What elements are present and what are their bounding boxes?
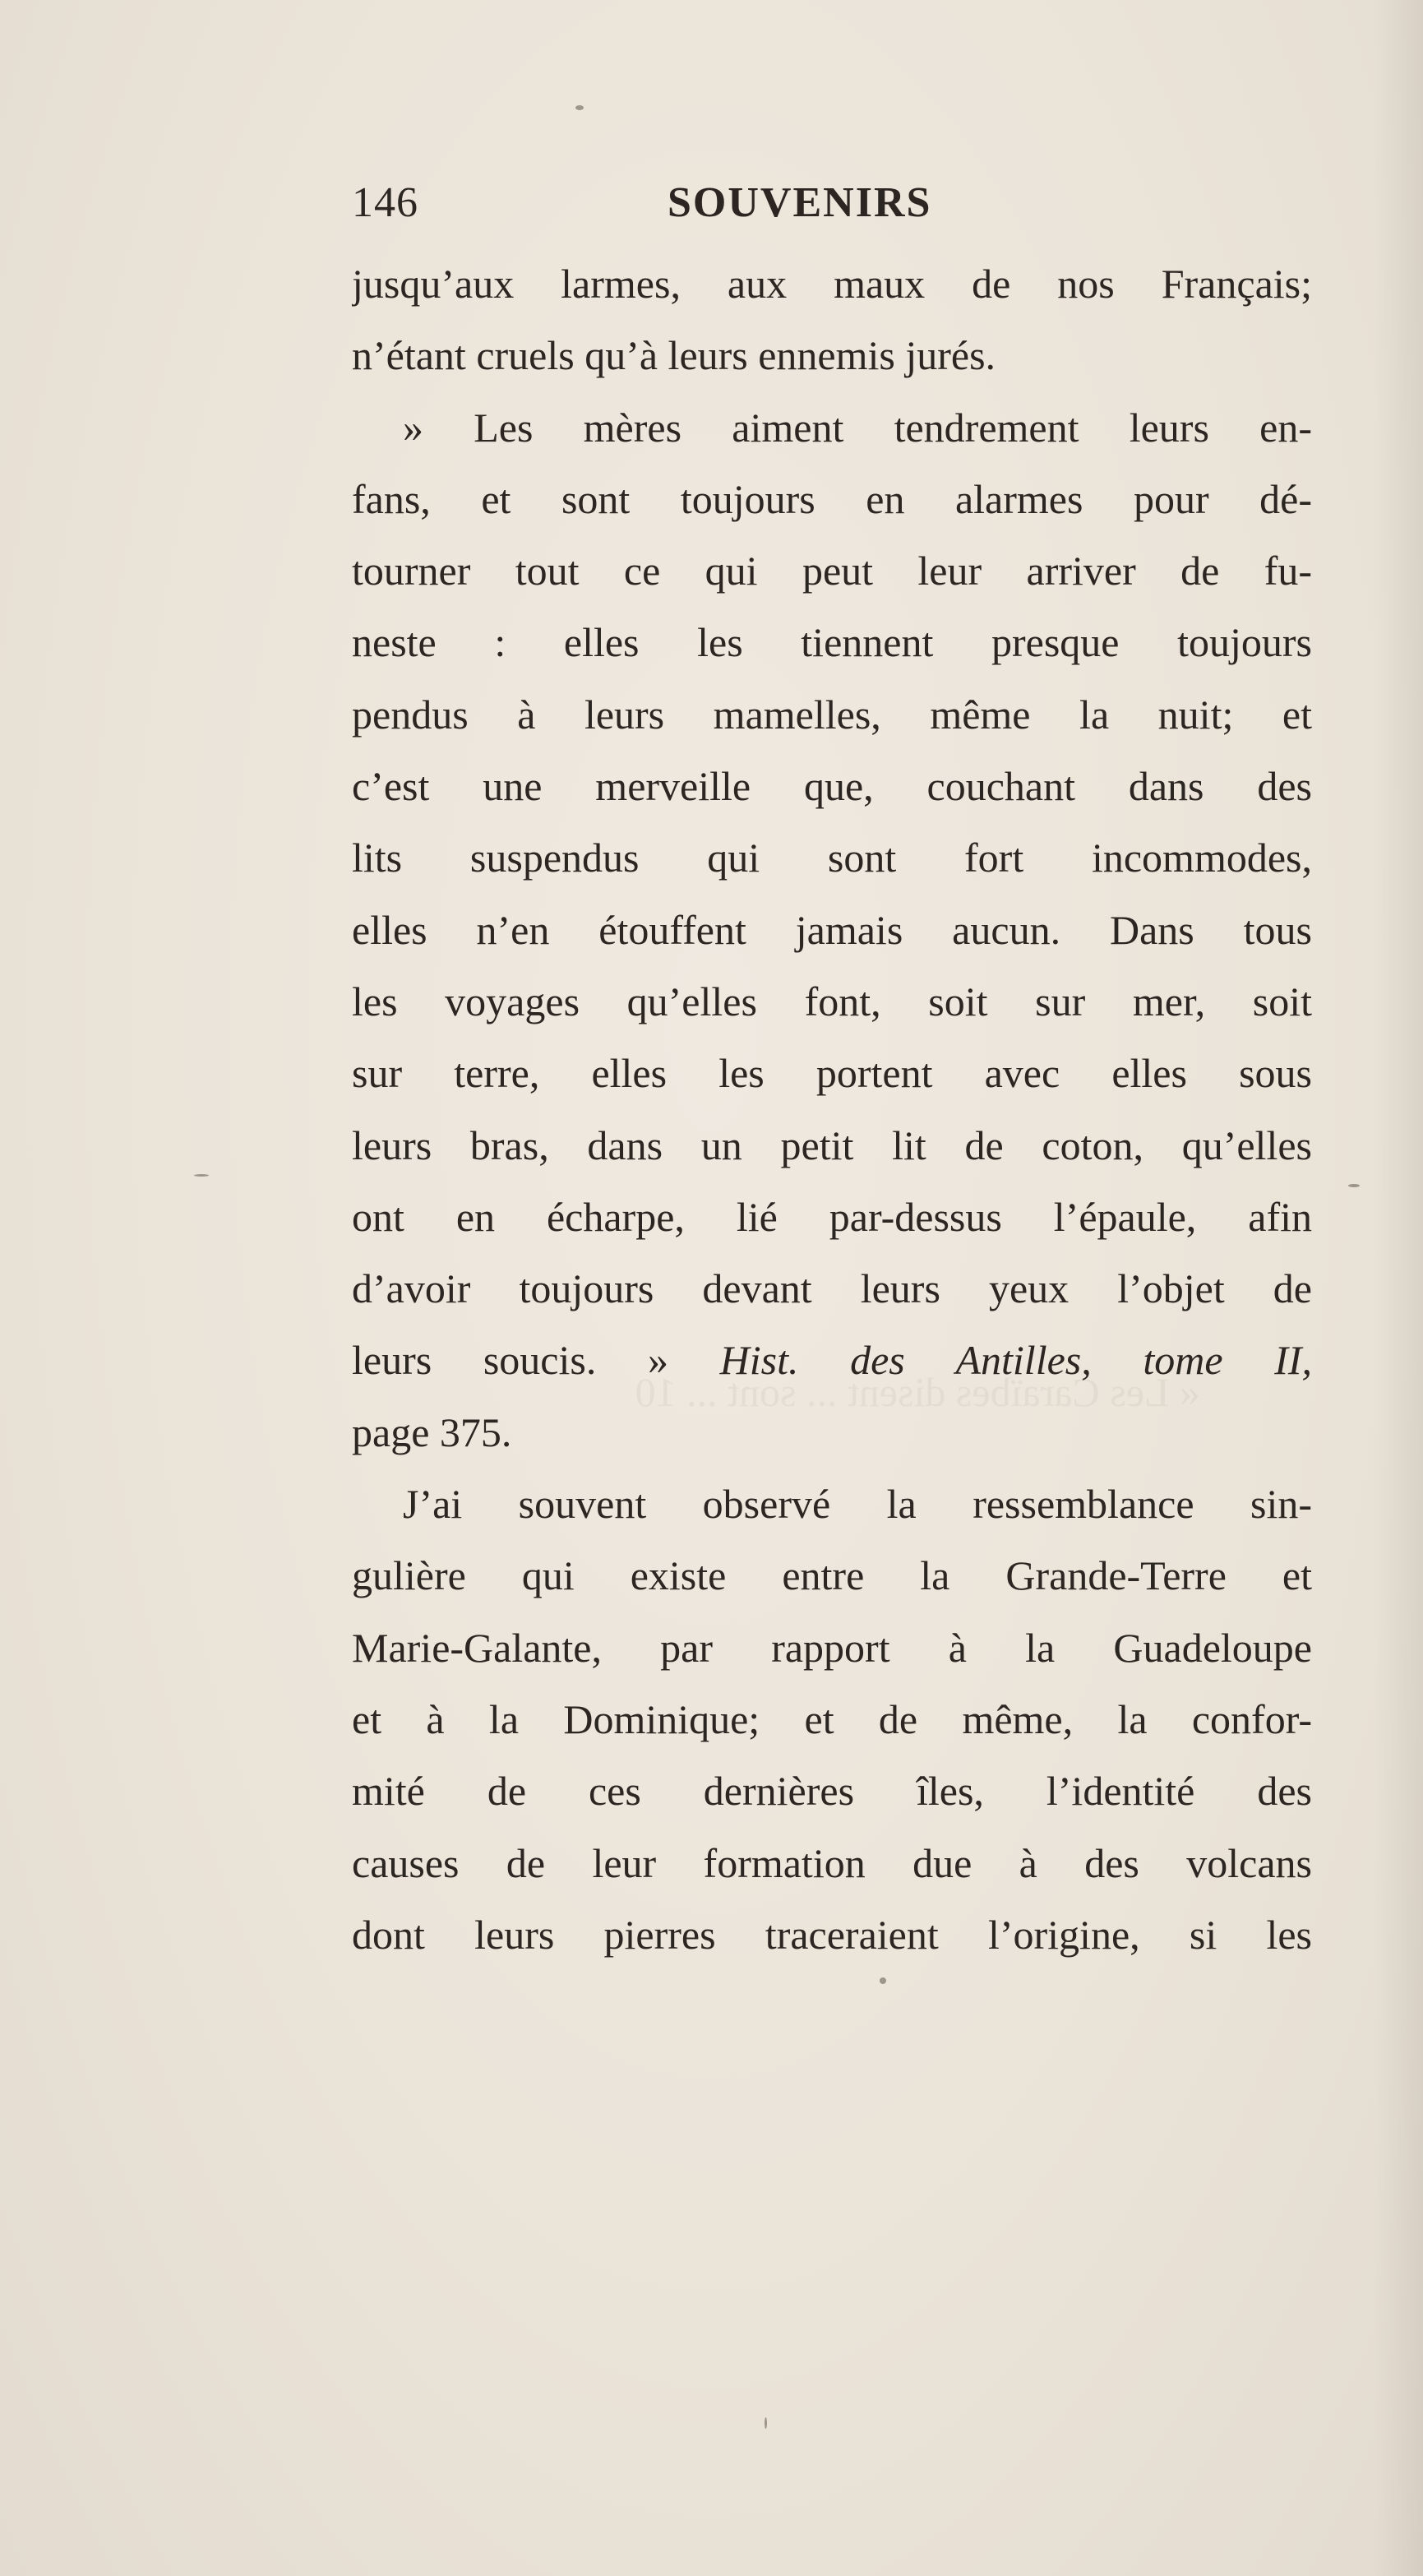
paper-speck bbox=[575, 105, 584, 110]
paper-speck bbox=[1348, 1184, 1360, 1187]
text-line: d’avoir toujours devant leurs yeux l’objet de bbox=[352, 1265, 1312, 1312]
text-line: lits suspendus qui sont fort incommodes, bbox=[352, 835, 1312, 881]
text-line: gulière qui existe entre la Grande-Terre et bbox=[352, 1552, 1312, 1599]
citation-prefix: leurs soucis. » bbox=[352, 1337, 720, 1384]
text-line: causes de leur formation due à des volcans bbox=[352, 1839, 1312, 1886]
text-line: leurs bras, dans un petit lit de coton, qu’elles bbox=[352, 1122, 1312, 1168]
citation-line bbox=[352, 1325, 1312, 1396]
text-line: jusqu’aux larmes, aux maux de nos Français; bbox=[352, 261, 1312, 307]
text-line: mité de ces dernières îles, l’identité des bbox=[352, 1768, 1312, 1815]
text-line: page 375. bbox=[352, 1408, 512, 1455]
text-line: c’est une merveille que, couchant dans des bbox=[352, 763, 1312, 810]
paper-speck bbox=[194, 1174, 209, 1177]
text-line: fans, et sont toujours en alarmes pour dé- bbox=[352, 475, 1312, 522]
text-line: ont en écharpe, lié par-dessus l’épaule, afin bbox=[352, 1193, 1312, 1240]
text-line: les voyages qu’elles font, soit sur mer, soit bbox=[352, 978, 1312, 1024]
text-line: Marie-Galante, par rapport à la Guadeloupe bbox=[352, 1624, 1312, 1671]
running-header bbox=[352, 174, 1305, 232]
paper-speck bbox=[880, 1977, 886, 1984]
text-line: n’étant cruels qu’à leurs ennemis jurés. bbox=[352, 332, 996, 379]
page-number: 146 bbox=[352, 179, 418, 226]
text-line: pendus à leurs mamelles, même la nuit; et bbox=[352, 691, 1312, 738]
text-line: » Les mères aiment tendrement leurs en- bbox=[403, 404, 1312, 451]
bleed-through-text: « Les Caraïbes disent ... sont ... 10 bbox=[635, 1369, 1200, 1415]
text-line: tourner tout ce qui peut leur arriver de fu- bbox=[352, 548, 1312, 594]
body-text bbox=[352, 248, 1312, 1971]
text-line: J’ai souvent observé la ressemblance sin- bbox=[403, 1481, 1312, 1528]
citation-title: Hist. des Antilles, tome II, bbox=[719, 1337, 1312, 1384]
text-line: et à la Dominique; et de même, la confor- bbox=[352, 1695, 1312, 1742]
paper-speck bbox=[765, 2417, 767, 2429]
text-line: neste : elles les tiennent presque toujours bbox=[352, 619, 1312, 666]
page-shadow bbox=[1374, 0, 1423, 2576]
text-line: dont leurs pierres traceraient l’origine, si les bbox=[352, 1911, 1312, 1958]
text-line: elles n’en étouffent jamais aucun. Dans tous bbox=[352, 906, 1312, 953]
text-line: sur terre, elles les portent avec elles sous bbox=[352, 1050, 1312, 1097]
running-title: SOUVENIRS bbox=[668, 179, 932, 226]
